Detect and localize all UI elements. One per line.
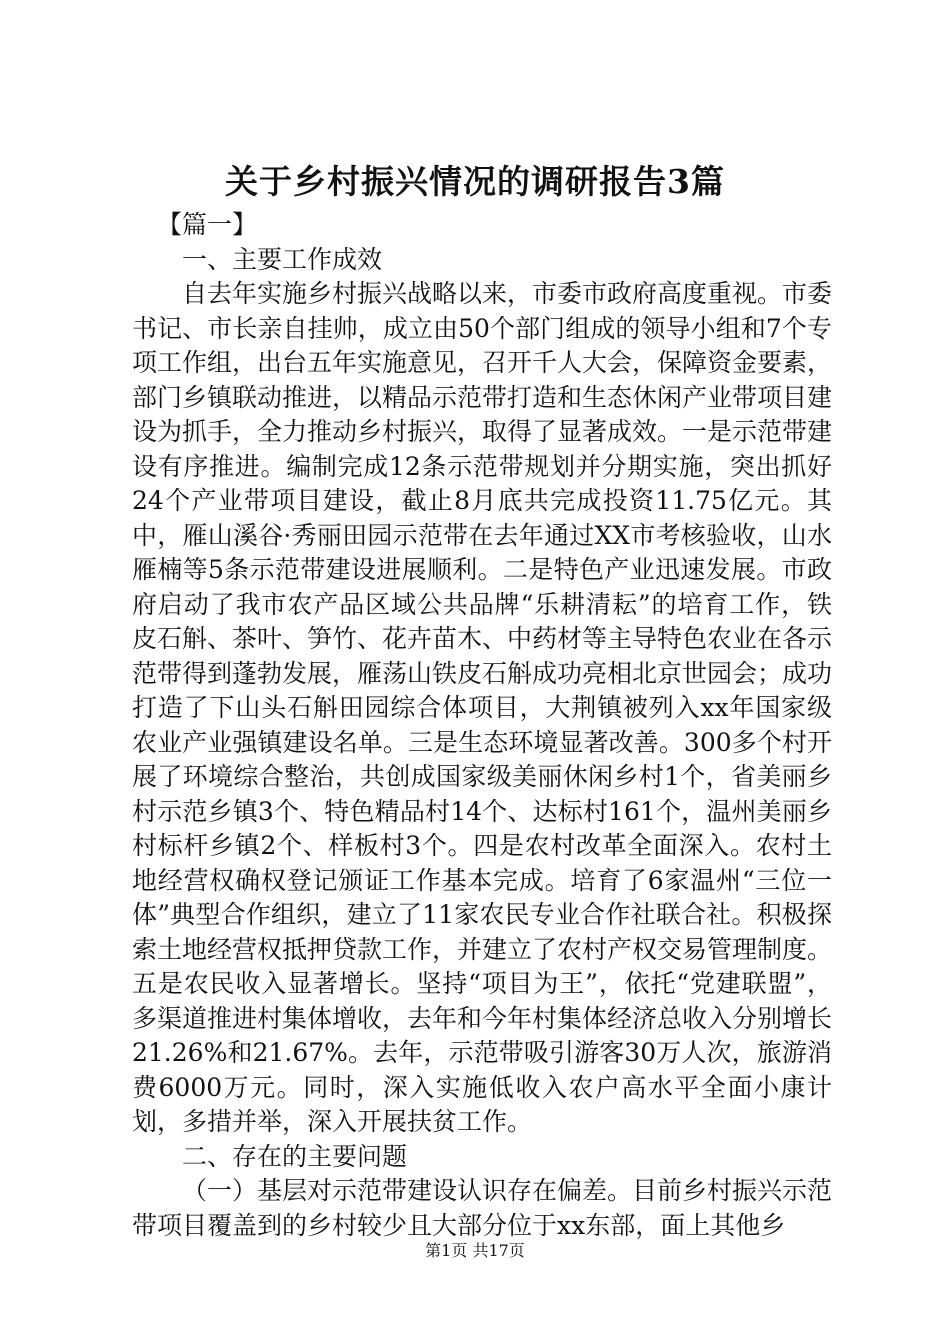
- paragraph-achievements: 自去年实施乡村振兴战略以来，市委市政府高度重视。市委书记、市长亲自挂帅，成立由50个部门组成的领导小组和7个专项工作组，出台五年实施意见，召开千人大会，保障资金要素，部门乡镇联动推进，以精品示范带打造和生态休闲产业带项目建设为抓手，全力推动乡村振兴，取得了显著成效。一是示范带建设有序推进。编制完成12条示范带规划并分期实施，突出抓好24个产业带项目建设，截止8月底共完成投资11.75亿元。其中，雁山溪谷·秀丽田园示范带在去年通过XX市考核验收，山水雁楠等5条示范带建设进展顺利。二是特色产业迅速发展。市政府启动了我市农产品区域公共品牌“乐耕清耘”的培育工作，铁皮石斛、茶叶、笋竹、花卉苗木、中药材等主导特色农业在各示范带得到蓬勃发展，雁荡山铁皮石斛成功亮相北京世园会；成功打造了下山头石斛田园综合体项目，大荆镇被列入xx年国家级农业产业强镇建设名单。三是生态环境显著改善。300多个村开展了环境综合整治，共创成国家级美丽休闲乡村1个，省美丽乡村示范乡镇3个、特色精品村14个、达标村161个，温州美丽乡村标杆乡镇2个、样板村3个。四是农村改革全面深入。农村土地经营权确权登记颁证工作基本完成。培育了6家温州“三位一体”典型合作组织，建立了11家农民专业合作社联合社。积极探索土地经营权抵押贷款工作，并建立了农村产权交易管理制度。五是农民收入显著增长。坚持“项目为王”，依托“党建联盟”，多渠道推进村集体增收，去年和今年村集体经济总收入分别增长21.26%和21.67%。去年，示范带吸引游客30万人次，旅游消费6000万元。同时，深入实施低收入农户高水平全面小康计划，多措并举，深入开展扶贫工作。: [132, 279, 833, 1136]
- page-footer: 第1页 共17页: [425, 1241, 525, 1260]
- heading-main-problems: 二、存在的主要问题: [182, 1141, 408, 1171]
- heading-main-achievements: 一、主要工作成效: [182, 244, 383, 274]
- section-label: 【篇一】: [157, 210, 258, 239]
- paragraph-problems: （一）基层对示范带建设认识存在偏差。目前乡村振兴示范带项目覆盖到的乡村较少且大部分位于xx东部，面上其他乡: [132, 1176, 833, 1240]
- document-body: [132, 208, 832, 1243]
- document-title: 关于乡村振兴情况的调研报告3篇: [225, 162, 725, 201]
